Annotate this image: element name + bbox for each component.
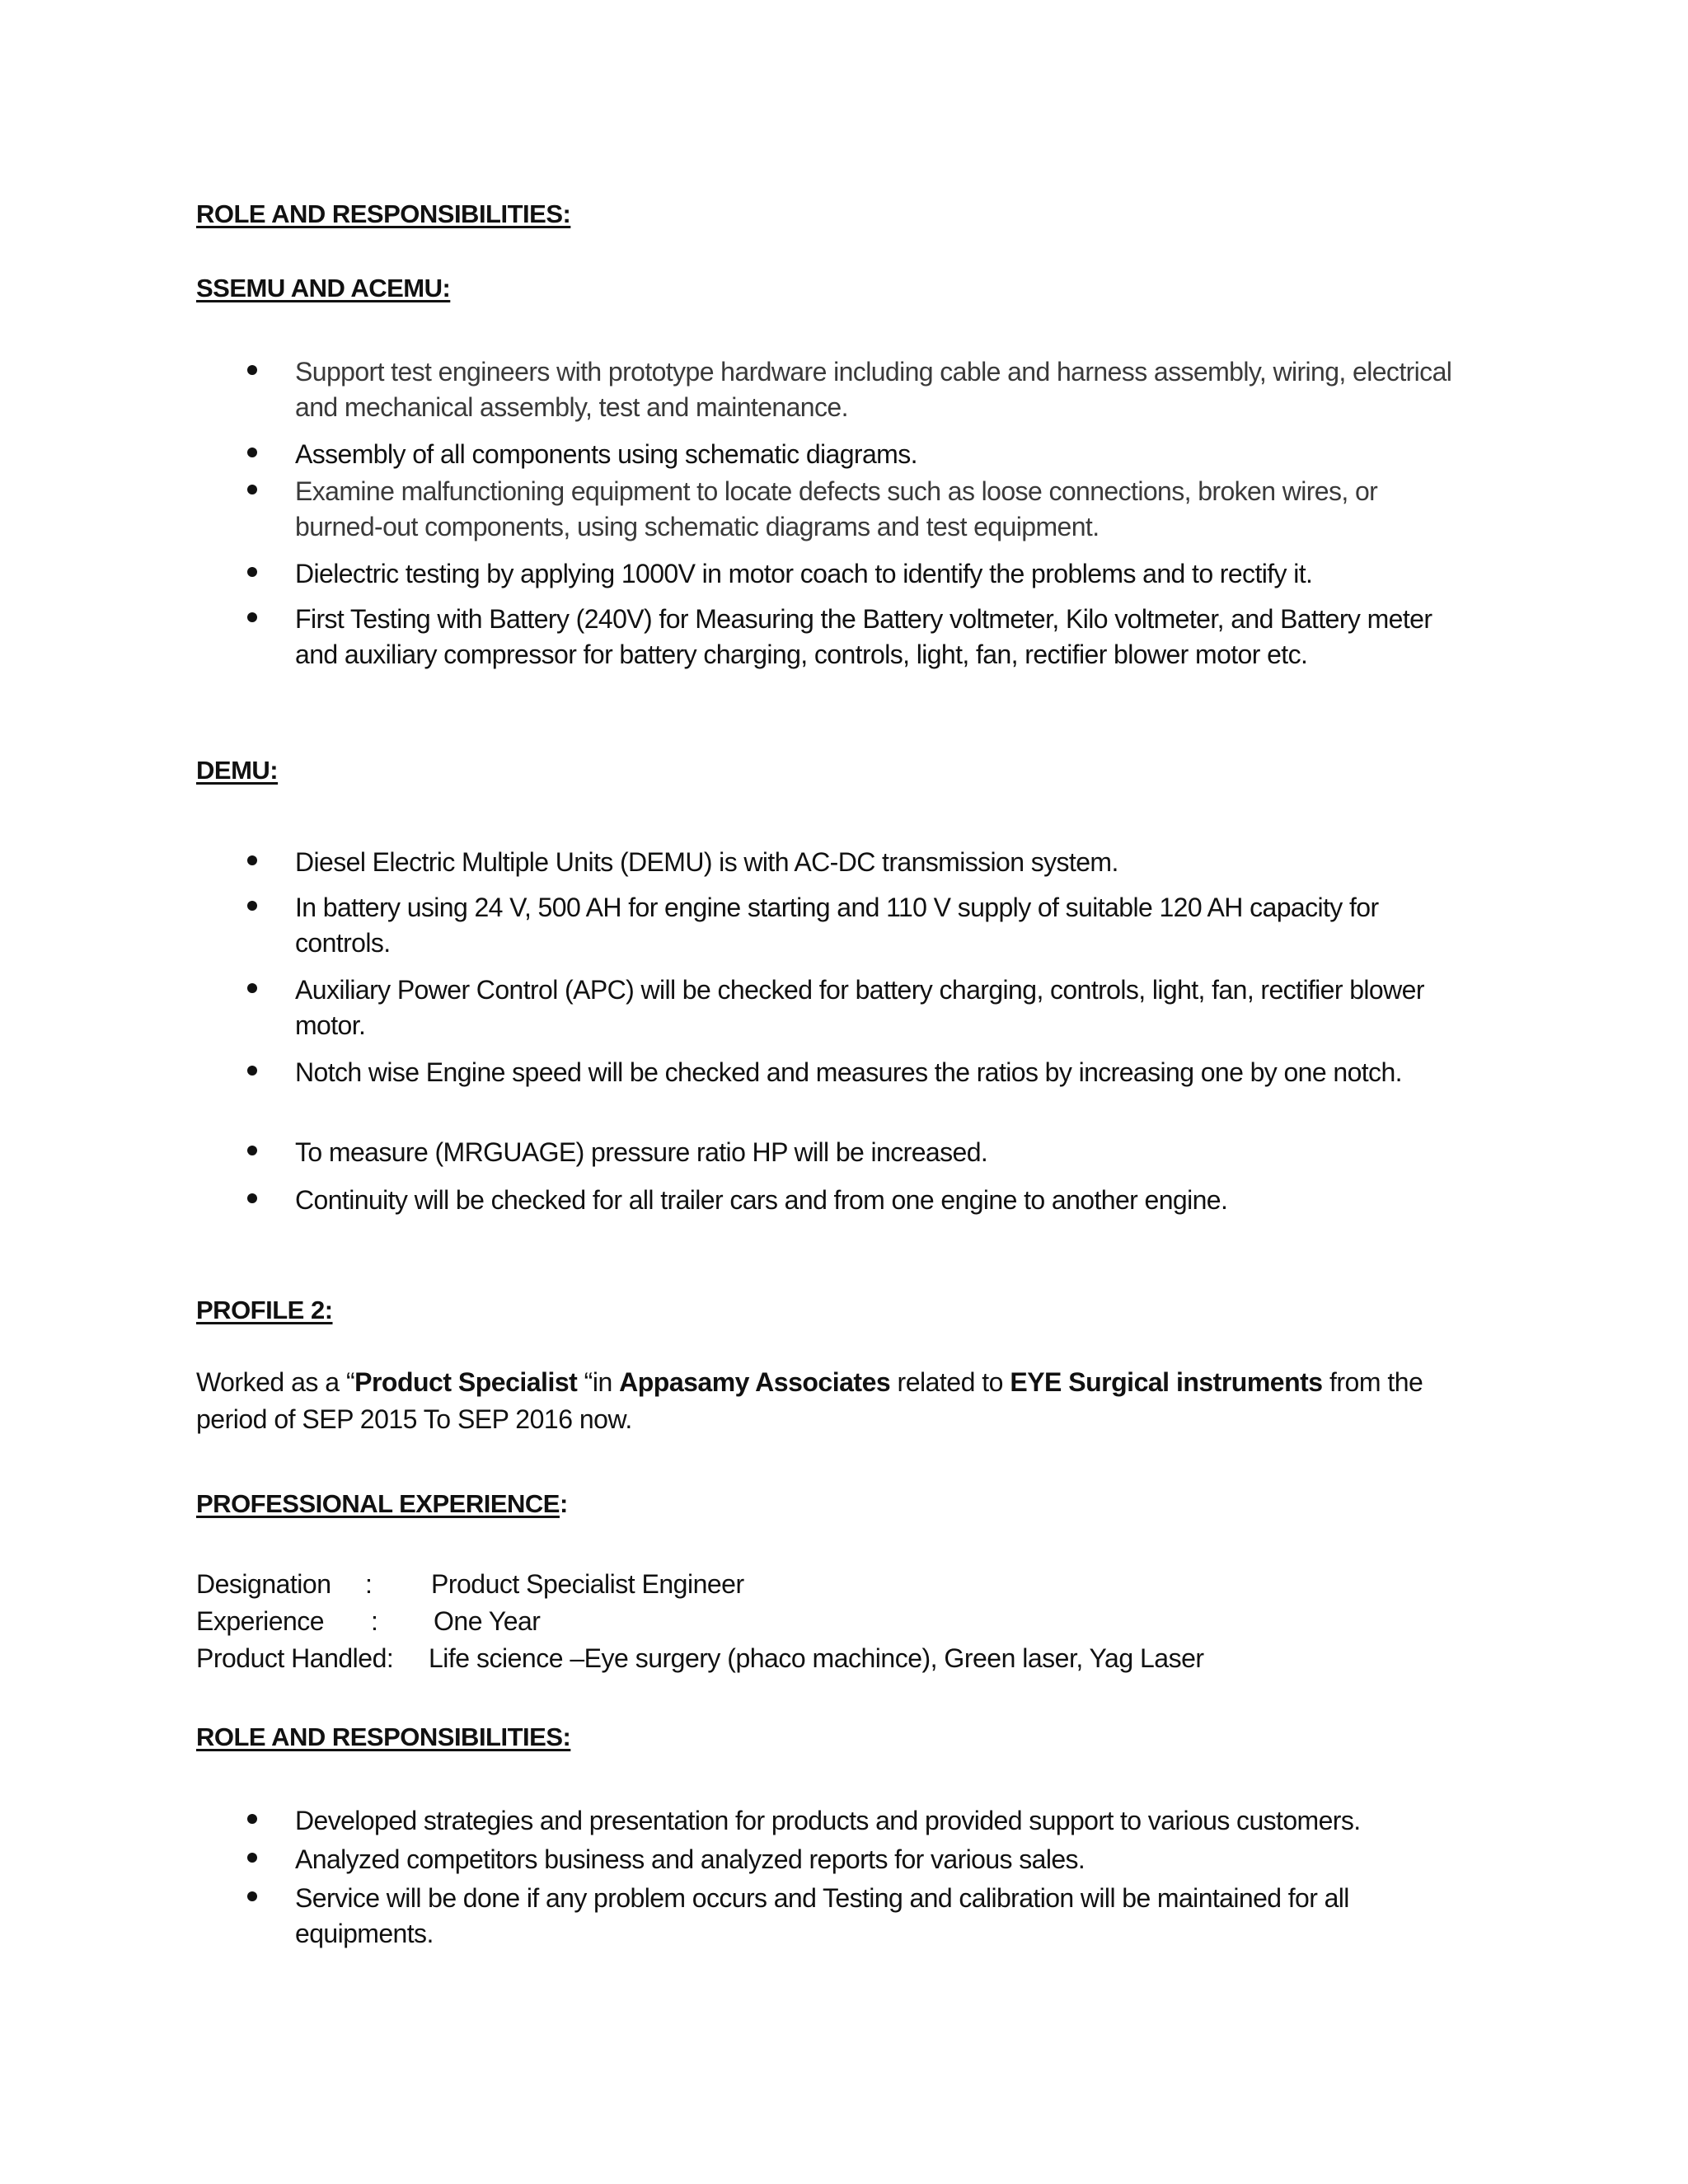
list-item-text: Notch wise Engine speed will be checked and measures the ratios by increasing one by one notch. — [295, 1057, 1402, 1087]
bullet-icon — [247, 855, 257, 865]
bullet-icon — [247, 1146, 257, 1155]
detail-label: Product Handled: — [196, 1643, 394, 1673]
list-item-text: Auxiliary Power Control (APC) will be checked for battery charging, controls, light, fan, rectifier blower motor. — [295, 975, 1424, 1040]
bullet-icon — [247, 448, 257, 457]
bullet-icon — [247, 1193, 257, 1203]
summary-text: from the period of SEP 2015 To SEP 2016 now. — [196, 1367, 1423, 1434]
professional-experience-heading — [196, 1488, 568, 1521]
bullet-icon — [247, 1853, 257, 1863]
role-title: Product Specialist — [354, 1367, 578, 1397]
bullet-icon — [247, 983, 257, 993]
list-item-text: Diesel Electric Multiple Units (DEMU) is with AC-DC transmission system. — [295, 847, 1118, 877]
list-item-text: Assembly of all components using schematic diagrams. — [295, 439, 917, 469]
list-item-text: To measure (MRGUAGE) pressure ratio HP will be increased. — [295, 1137, 988, 1167]
detail-separator: : — [371, 1606, 378, 1636]
summary-text: Worked as a “ — [196, 1367, 355, 1397]
bullet-icon — [247, 901, 257, 911]
bullet-icon — [247, 1814, 257, 1824]
demu-heading: DEMU: — [196, 756, 279, 785]
role-responsibilities-heading-2: ROLE AND RESPONSIBILITIES: — [196, 1722, 571, 1751]
company-name: Appasamy Associates — [619, 1367, 891, 1397]
detail-label: Designation — [196, 1569, 331, 1599]
list-item-text: Examine malfunctioning equipment to locate defects such as loose connections, broken wires, or burned-out components, using schematic diagrams and test equipment. — [295, 476, 1378, 541]
summary-text: “in — [577, 1367, 620, 1397]
bullet-icon — [247, 1891, 257, 1901]
bullet-icon — [247, 567, 257, 577]
detail-separator: : — [365, 1569, 373, 1599]
bullet-icon — [247, 612, 257, 622]
list-item-text: Dielectric testing by applying 1000V in motor coach to identify the problems and to rectify it. — [295, 559, 1313, 588]
list-item-text: Continuity will be checked for all trailer cars and from one engine to another engine. — [295, 1185, 1228, 1215]
bullet-icon — [247, 365, 257, 375]
field-name: EYE Surgical instruments — [1010, 1367, 1323, 1397]
ssemu-acemu-heading: SSEMU AND ACEMU: — [196, 274, 451, 302]
profile-2-summary — [196, 1364, 1482, 1438]
list-item-text: Service will be done if any problem occurs and Testing and calibration will be maintained for all equipments. — [295, 1883, 1349, 1948]
summary-text: related to — [890, 1367, 1010, 1397]
bullet-icon — [247, 485, 257, 494]
detail-label: Experience — [196, 1606, 325, 1636]
role-responsibilities-heading: ROLE AND RESPONSIBILITIES: — [196, 199, 571, 228]
detail-value: Life science –Eye surgery (phaco machince), Green laser, Yag Laser — [429, 1643, 1204, 1673]
list-item-text: First Testing with Battery (240V) for Measuring the Battery voltmeter, Kilo voltmeter, and Battery meter and auxiliary compressor for battery charging, controls, light, fan, rectifier blower motor etc. — [295, 604, 1432, 669]
detail-value: One Year — [434, 1606, 541, 1636]
detail-value: Product Specialist Engineer — [431, 1569, 744, 1599]
list-item-text: Support test engineers with prototype hardware including cable and harness assembly, wiring, electrical and mechanical assembly, test and maintenance. — [295, 357, 1452, 422]
bullet-icon — [247, 1066, 257, 1076]
heading-colon: : — [559, 1489, 568, 1518]
heading-text: PROFESSIONAL EXPERIENCE — [196, 1489, 560, 1518]
list-item-text: In battery using 24 V, 500 AH for engine starting and 110 V supply of suitable 120 AH capacity for controls. — [295, 893, 1379, 958]
list-item-text: Analyzed competitors business and analyzed reports for various sales. — [295, 1844, 1085, 1874]
profile-2-heading: PROFILE 2: — [196, 1296, 333, 1324]
list-item-text: Developed strategies and presentation for products and provided support to various customers. — [295, 1806, 1361, 1835]
